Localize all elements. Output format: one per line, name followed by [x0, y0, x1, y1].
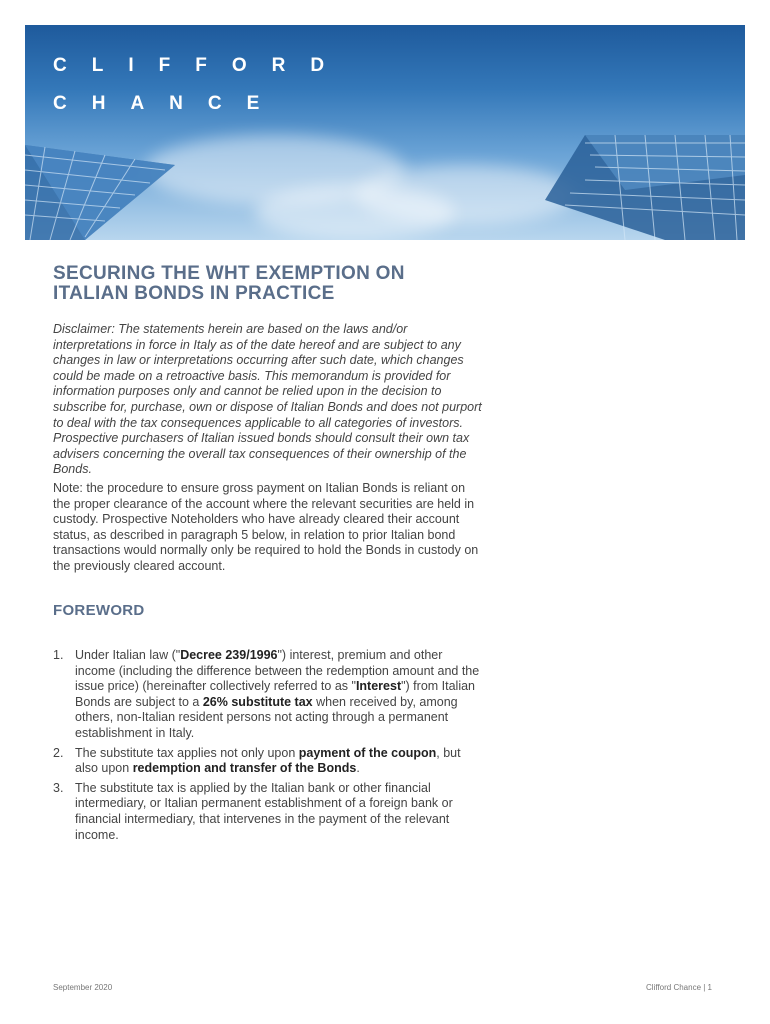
list-item-number: 3.	[53, 780, 64, 795]
list-item-number: 2.	[53, 745, 64, 760]
logo-line-clifford: CLIFFORD	[53, 55, 350, 76]
footer-page-number: Clifford Chance | 1	[646, 983, 712, 992]
list-item-text: ") interest, premium and other income (including the difference between the redemption amount and the issue price) (hereinafter collectively referred to as "	[75, 648, 480, 694]
list-item-bold-text: Interest	[355, 679, 402, 694]
note-paragraph: Note: the procedure to ensure gross payment on Italian Bonds is reliant on the proper clearance of the account where the relevant securities are held in custody. Prospective Noteholders who have already cleared their account status, as described in paragraph 5 below, in relation to prior Italian bond transactions would normally only be required to hold the Bonds in custody on the previously cleared account.	[53, 481, 479, 573]
document-title	[53, 264, 653, 304]
footer-date: September 2020	[53, 983, 113, 992]
list-item-number: 1.	[53, 648, 64, 662]
list-item	[53, 781, 483, 843]
list-item-text: Under Italian law ("	[75, 648, 181, 662]
title-line-1: SECURING THE WHT EXEMPTION ON	[53, 263, 405, 284]
foreword-list	[53, 648, 483, 847]
list-item-bold-text: Decree 239/1996	[180, 648, 278, 662]
list-item-bold-text: payment of the coupon	[298, 745, 437, 760]
list-item	[53, 746, 483, 777]
list-item-bold-text: redemption and transfer of the Bonds	[132, 761, 357, 776]
list-item-text: The substitute tax applies not only upon	[75, 745, 299, 760]
title-line-2: ITALIAN BONDS IN PRACTICE	[53, 283, 335, 304]
list-item-text: , but also upon	[75, 745, 461, 776]
foreword-heading: FOREWORD	[53, 602, 145, 619]
list-item-text: .	[356, 761, 360, 776]
disclaimer-paragraph: Disclaimer: The statements herein are based on the laws and/or interpretations in force in Italy as of the date hereof and are subject to any changes in law or interpretations occurring after such date, which changes could be made on a retroactive basis. This memorandum is provided for information purposes only and cannot be relied upon in the decision to subscribe for, purchase, own or dispose of Italian Bonds and does not purport to deal with the tax consequences applicable to all categories of investors. Prospective purchasers of Italian issued bonds should consult their own tax advisers concerning the overall tax consequences of their ownership of the Bonds.	[53, 322, 482, 477]
list-item-text: The substitute tax is applied by the Italian bank or other financial intermediary, or Italian permanent establishment of a foreign bank or financial intermediary, that intervenes in the payment of the relevant income.	[75, 780, 453, 842]
logo-line-chance: CHANCE	[53, 93, 285, 114]
list-item-text: when received by, among others, non-Italian resident persons not acting through a permanent establishment in Italy.	[75, 694, 458, 740]
header-banner	[25, 25, 745, 240]
list-item-text: ") from Italian Bonds are subject to a	[75, 679, 476, 709]
list-item-bold-text: 26% substitute tax	[202, 694, 313, 709]
list-item	[53, 648, 483, 742]
